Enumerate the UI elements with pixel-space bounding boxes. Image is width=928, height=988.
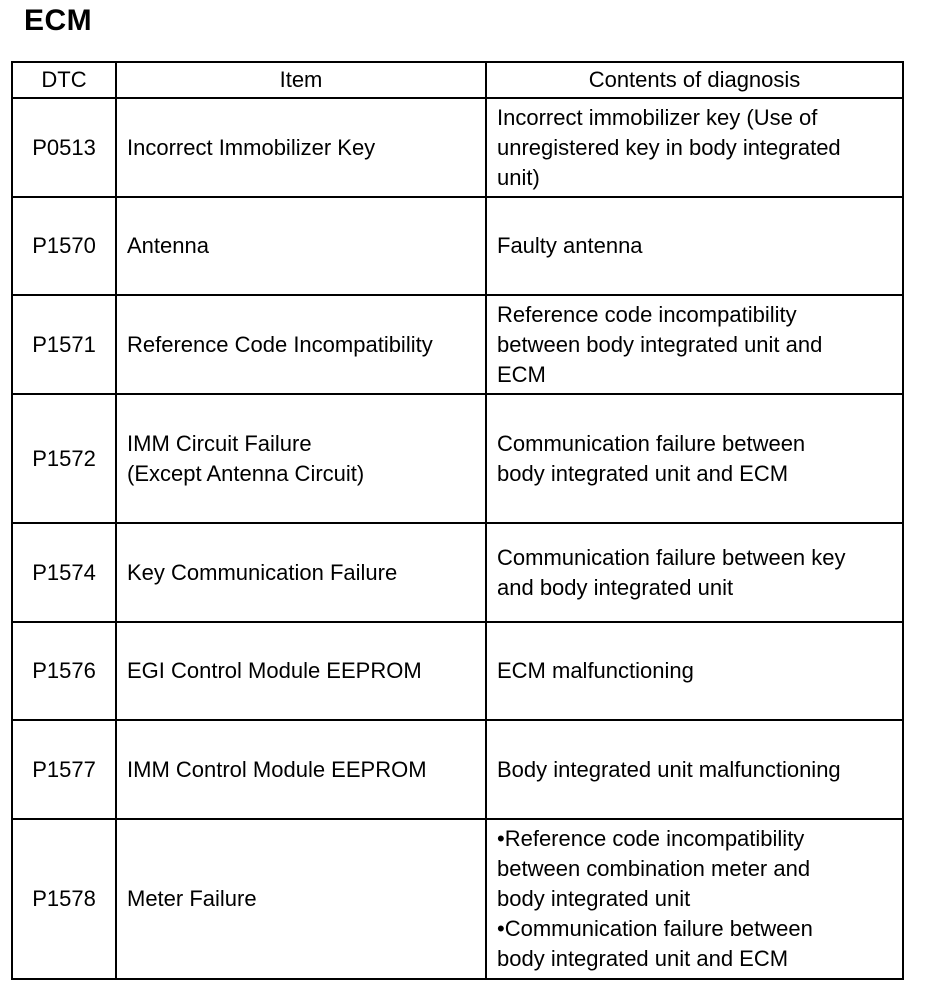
contents-text: body integrated unit and ECM — [497, 946, 789, 971]
column-header-dtc: DTC — [12, 62, 116, 98]
contents-text: body integrated unit and ECM — [497, 460, 789, 486]
dtc-code: P1572 — [12, 394, 116, 523]
contents-text: unregistered key in body integrated — [497, 134, 841, 160]
dtc-table — [11, 61, 904, 980]
column-header-item: Item — [116, 62, 486, 98]
item-text: Incorrect Immobilizer Key — [127, 134, 376, 160]
table-row — [12, 394, 903, 523]
contents-cell — [486, 295, 903, 394]
dtc-code: P0513 — [12, 98, 116, 197]
contents-cell — [486, 622, 903, 720]
item-cell — [116, 295, 486, 394]
table-row — [12, 622, 903, 720]
item-text: Key Communication Failure — [127, 559, 398, 585]
contents-cell — [486, 98, 903, 197]
dtc-code: P1570 — [12, 197, 116, 295]
contents-text: unit) — [497, 164, 540, 190]
item-text: Antenna — [127, 233, 209, 258]
item-cell — [116, 819, 486, 979]
contents-cell — [486, 720, 903, 819]
table-row — [12, 819, 903, 979]
contents-cell — [486, 394, 903, 523]
item-text: Meter Failure — [127, 886, 257, 911]
item-text: EGI Control Module EEPROM — [127, 658, 422, 683]
contents-text: between body integrated unit and — [497, 331, 823, 357]
item-text: (Except Antenna Circuit) — [127, 460, 365, 486]
contents-cell — [486, 819, 903, 979]
item-cell — [116, 622, 486, 720]
item-text: IMM Control Module EEPROM — [127, 756, 427, 782]
table-row — [12, 720, 903, 819]
table-row — [12, 523, 903, 622]
dtc-code: P1571 — [12, 295, 116, 394]
contents-text: Body integrated unit malfunctioning — [497, 756, 841, 782]
contents-text: ECM — [497, 361, 546, 387]
table-header-row — [12, 62, 903, 98]
contents-text: Communication failure between — [497, 430, 806, 456]
page-title: ECM — [24, 4, 93, 37]
dtc-code: P1577 — [12, 720, 116, 819]
bullet-icon: • — [497, 826, 505, 851]
item-cell — [116, 197, 486, 295]
item-text: IMM Circuit Failure — [127, 430, 312, 456]
contents-text: ECM malfunctioning — [497, 658, 694, 683]
dtc-code: P1576 — [12, 622, 116, 720]
dtc-code: P1574 — [12, 523, 116, 622]
contents-text: Faulty antenna — [497, 233, 643, 258]
column-header-contents: Contents of diagnosis — [486, 62, 903, 98]
contents-cell — [486, 523, 903, 622]
dtc-code: P1578 — [12, 819, 116, 979]
contents-text: Reference code incompatibility — [497, 301, 797, 327]
contents-text: Incorrect immobilizer key (Use of — [497, 104, 818, 130]
contents-text: and body integrated unit — [497, 574, 734, 600]
contents-text: •Communication failure between — [497, 916, 813, 941]
bullet-icon: • — [497, 916, 505, 941]
contents-text: •Reference code incompatibility — [497, 826, 805, 851]
table-row — [12, 98, 903, 197]
table-row — [12, 197, 903, 295]
item-text: Reference Code Incompatibility — [127, 331, 433, 357]
item-cell — [116, 394, 486, 523]
contents-text: Communication failure between key — [497, 544, 846, 570]
table-row — [12, 295, 903, 394]
contents-text: body integrated unit — [497, 886, 691, 911]
item-cell — [116, 98, 486, 197]
contents-text: between combination meter and — [497, 856, 811, 881]
contents-cell — [486, 197, 903, 295]
item-cell — [116, 720, 486, 819]
item-cell — [116, 523, 486, 622]
